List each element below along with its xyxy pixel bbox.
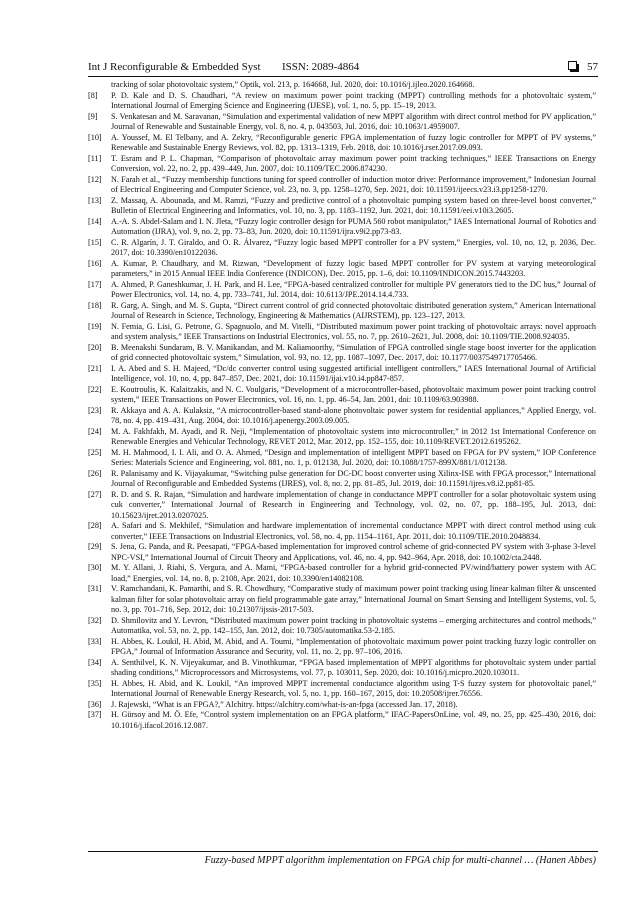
reference-number: [30] <box>88 563 102 572</box>
reference-text: A. Youssef, M. El Telbany, and A. Zekry, “Reconfigurable generic FPGA implementation of fuzzy logic controller for MPPT of PV systems,” Renewable and Sustainable Energy Reviews, vol. 82, pp. 1313–1319, Feb. 2018, doi: 10.1016/j.rser.2017.09.093. <box>111 132 596 152</box>
reference-text: M. H. Mahmood, I. I. Ali, and O. A. Ahmed, “Design and implementation of intelligent MPPT based on FPGA for PV system,” IOP Conference Series: Materials Science and Engineering, vol. 881, no. 1, p. 012138, Jul. 2020, doi: 10.1088/1757-899X/881/1/012138. <box>111 447 596 467</box>
reference-number: [12] <box>88 174 102 184</box>
reference-entry <box>88 112 596 133</box>
reference-text: S. Jena, G. Panda, and R. Peesapati, “FPGA-based implementation for improved control scheme of grid-connected PV system with 3-phase 3-level NPC-VSI,” International Journal of Circuit Theory and Applications, vol. 46, no. 4, pp. 942–964, Apr. 2018, doi: 10.1002/cta.2448. <box>111 542 596 562</box>
reference-number: [36] <box>88 699 102 709</box>
reference-entry <box>88 637 596 658</box>
reference-entry <box>88 542 596 563</box>
reference-text: A.-A. S. Abdel-Salam and I. N. Jleta, “Fuzzy logic controller design for PUMA 560 robot manipulator,” IAES International Journal of Robotics and Automation (IJRA), vol. 9, no. 2, pp. 73–83, Jun. 2020, doi: 10.11591/ijra.v9i2.pp73-83. <box>111 216 596 236</box>
reference-entry <box>88 710 596 731</box>
reference-entry <box>88 91 596 112</box>
reference-number: [16] <box>88 258 102 268</box>
reference-entry <box>88 196 596 217</box>
reference-text: Z. Massaq, A. Abounada, and M. Ramzi, “Fuzzy and predictive control of a photovoltaic pumping system based on three-level boost converter,” Bulletin of Electrical Engineering and Informatics, vol. 10, no. 3, pp. 1183–1192, Jun. 2021, doi: 10.11591/eei.v10i3.2605. <box>111 195 596 215</box>
reference-entry <box>88 80 596 91</box>
reference-entry <box>88 154 596 175</box>
reference-entry <box>88 658 596 679</box>
reference-number: [9] <box>88 111 98 121</box>
reference-text: tracking of solar photovoltaic system,” Optik, vol. 213, p. 164668, Jul. 2020, doi: 10.1016/j.ijleo.2020.164668. <box>111 80 475 89</box>
reference-entry <box>88 521 596 542</box>
running-header <box>88 60 598 74</box>
reference-number: [18] <box>88 300 102 310</box>
running-footer: Fuzzy-based MPPT algorithm implementation on FPGA chip for multi-channel … (Hanen Abbes) <box>204 855 596 866</box>
reference-number: [37] <box>88 710 102 719</box>
reference-entry <box>88 217 596 238</box>
reference-entry <box>88 448 596 469</box>
reference-text: M. Y. Allani, J. Riahi, S. Vergura, and A. Mami, “FPGA-based controller for a hybrid grid-connected PV/wind/battery power system with AC load,” Energies, vol. 14, no. 8, p. 2108, Apr. 2021, doi: 10.3390/en14082108. <box>111 563 596 583</box>
reference-text: R. Palanisamy and K. Vijayakumar, “Switching pulse generation for DC-DC boost converter using Xilinx-ISE with FPGA processor,” International Journal of Reconfigurable and Embedded Systems (IJRES), vol. 8, no. 2, pp. 81–85, Jul. 2019, doi: 10.11591/ijres.v8.i2.pp81-85. <box>111 468 596 488</box>
reference-number: [23] <box>88 405 102 415</box>
reference-number: [24] <box>88 426 102 436</box>
reference-entry <box>88 364 596 385</box>
reference-number: [8] <box>88 90 98 100</box>
reference-text: M. A. Fakhfakh, M. Ayadi, and R. Neji, “Implementation of photovoltaic system into microcontroller,” in 2012 1st International Conference on Renewable Energies and Vehicular Technology, REVET 2012, Mar. 2012, pp. 152–155, doi: 10.1109/REVET.2012.6195262. <box>111 426 596 446</box>
reference-text: H. Abbes, H. Abid, and K. Loukil, “An improved MPPT incremental conductance algorithm using T-S fuzzy system for photovoltaic panel,” International Journal of Renewable Energy Research, vol. 5, no. 1, pp. 160–167, 2015, doi: 10.20508/ijrer.76556. <box>111 678 596 698</box>
reference-number: [33] <box>88 636 102 646</box>
reference-text: T. Esram and P. L. Chapman, “Comparison of photovoltaic array maximum power point tracking techniques,” IEEE Transactions on Energy Conversion, vol. 22, no. 2, pp. 439–449, Jun. 2007, doi: 10.1109/TEC.2006.874230. <box>111 153 596 173</box>
reference-entry <box>88 133 596 154</box>
reference-entry <box>88 490 596 522</box>
reference-entry <box>88 259 596 280</box>
reference-number: [13] <box>88 195 102 205</box>
reference-entry <box>88 301 596 322</box>
reference-text: J. Rajewski, “What is an FPGA?,” Alchitry. https://alchitry.com/what-is-an-fpga (accessed Jan. 17, 2018). <box>111 699 458 709</box>
reference-number: [35] <box>88 678 102 688</box>
reference-text: C. R. Algarín, J. T. Giraldo, and O. R. Álvarez, “Fuzzy logic based MPPT controller for a PV system,” Energies, vol. 10, no. 12, p. 2036, Dec. 2017, doi: 10.3390/en10122036. <box>111 237 596 257</box>
reference-text: B. Meenakshi Sundaram, B. V. Manikandan, and M. Kaliamoorthy, “Simulation of FPGA controlled single stage boost inverter for the application of grid connected photovoltaic system,” Simulation, vol. 93, no. 12, pp. 1087–1097, Dec. 2017, doi: 10.1177/0037549717705466. <box>111 342 596 362</box>
issn: ISSN: 2089-4864 <box>282 61 360 73</box>
reference-entry <box>88 238 596 259</box>
reference-number: [21] <box>88 363 102 373</box>
reference-entry <box>88 700 596 711</box>
reference-entry <box>88 616 596 637</box>
reference-text: A. Senthilvel, K. N. Vijeyakumar, and B. Vinothkumar, “FPGA based implementation of MPPT algorithms for photovoltaic system under partial shading conditions,” Microprocessors and Microsystems, vol. 77, p. 103011, Sep. 2020, doi: 10.1016/j.micpro.2020.103011. <box>111 657 596 677</box>
header-rule <box>88 76 598 77</box>
reference-number: [28] <box>88 521 102 530</box>
reference-entry <box>88 427 596 448</box>
reference-entry <box>88 679 596 700</box>
reference-text: V. Ramchandani, K. Pamarthi, and S. R. Chowdhury, “Comparative study of maximum power point tracking using linear kalman filter & unscented kalman filter for solar photovoltaic array on field programmable gate array,” International Journal on Smart Sensing and Intelligent Systems, vol. 5, no. 3, pp. 701–716, Sep. 2012, doi: 10.21307/ijssis-2017-503. <box>111 584 596 614</box>
reference-entry <box>88 584 596 616</box>
reference-text: P. D. Kale and D. S. Chaudhari, “A review on maximum power point tracking (MPPT) controlling methods for a photovoltaic system,” International Journal of Emerging Science and Engineering (IJESE), vol. 1, no. 5, pp. 15–19, 2013. <box>111 90 596 110</box>
reference-text: R. D. and S. R. Rajan, “Simulation and hardware implementation of change in conductance MPPT controller for a solar photovoltaic system using cuk converter,” International Journal of Research in Engineering and Technology, vol. 02, no. 07, pp. 188–195, Jul. 2013, doi: 10.15623/ijret.2013.0207025. <box>111 489 596 520</box>
reference-number: [26] <box>88 468 102 478</box>
reference-number: [34] <box>88 657 102 667</box>
reference-entry <box>88 280 596 301</box>
reference-list <box>88 80 596 731</box>
reference-number: [20] <box>88 342 102 352</box>
reference-entry <box>88 175 596 196</box>
reference-text: R. Akkaya and A. A. Kulaksiz, “A microcontroller-based stand-alone photovoltaic power system for residential appliances,” Applied Energy, vol. 78, no. 4, pp. 419–431, Aug. 2004, doi: 10.1016/j.apenergy.2003.09.005. <box>111 405 596 425</box>
reference-text: A. Kumar, P. Chaudhary, and M. Rizwan, “Development of fuzzy logic based MPPT controller for PV system at varying meteorological parameters,” in 2015 Annual IEEE India Conference (INDICON), Dec. 2015, pp. 1–6, doi: 10.1109/INDICON.2015.7443203. <box>111 258 596 278</box>
reference-text: I. A. Abed and S. H. Majeed, “Dc/dc converter control using suggested artificial intelligent controllers,” IAES International Journal of Artificial Intelligence, vol. 10, no. 4, pp. 847–857, Dec. 2021, doi: 10.11591/ijai.v10.i4.pp847-857. <box>111 363 596 383</box>
reference-entry <box>88 343 596 364</box>
reference-number: [25] <box>88 447 102 457</box>
page-icon <box>568 61 577 70</box>
reference-entry <box>88 563 596 584</box>
reference-text: E. Koutroulis, K. Kalaitzakis, and N. C. Voulgaris, “Development of a microcontroller-based, photovoltaic maximum power point tracking control system,” IEEE Transactions on Power Electronics, vol. 16, no. 1, pp. 46–54, Jan. 2001, doi: 10.1109/63.903988. <box>111 384 596 404</box>
reference-number: [31] <box>88 584 102 593</box>
reference-text: A. Ahmed, P. Ganeshkumar, J. H. Park, and H. Lee, “FPGA-based centralized controller for multiple PV generators tied to the DC bus,” Journal of Power Electronics, vol. 14, no. 4, pp. 733–741, Jul. 2014, doi: 10.6113/JPE.2014.14.4.733. <box>111 279 596 299</box>
reference-entry <box>88 322 596 343</box>
footer-rule <box>88 851 598 852</box>
reference-text: R. Garg, A. Singh, and M. S. Gupta, “Direct current control of grid connected photovoltaic distributed generation system,” American International Journal of Research in Science, Technology, Engineering & Mathematics (AIJRSTEM), pp. 123–127, 2013. <box>111 300 596 320</box>
reference-text: A. Safari and S. Mekhilef, “Simulation and hardware implementation of incremental conductance MPPT with direct control method using cuk converter,” IEEE Transactions on Industrial Electronics, vol. 58, no. 4, pp. 1154–1161, Apr. 2011, doi: 10.1109/TIE.2010.2048834. <box>111 521 596 541</box>
reference-number: [22] <box>88 384 102 394</box>
reference-number: [11] <box>88 153 102 163</box>
page-number: 57 <box>587 61 598 73</box>
reference-text: N. Farah et al., “Fuzzy membership functions tuning for speed controller of induction motor drive: Performance improvement,” Indonesian Journal of Electrical Engineering and Computer Science, vol. 23, no. 3, pp. 1258–1270, Sep. 2021, doi: 10.11591/ijeecs.v23.i3.pp1258-1270. <box>111 174 596 194</box>
reference-text: D. Shmilovitz and Y. Levron, “Distributed maximum power point tracking in photovoltaic systems – emerging architectures and control methods,” Automatika, vol. 53, no. 2, pp. 142–155, Jan. 2012, doi: 10.7305/automatika.53-2.185. <box>111 615 596 635</box>
reference-entry <box>88 385 596 406</box>
reference-number: [14] <box>88 216 102 226</box>
reference-entry <box>88 469 596 490</box>
reference-entry <box>88 406 596 427</box>
reference-text: S. Venkatesan and M. Saravanan, “Simulation and experimental validation of new MPPT algorithm with direct control method for PV application,” Journal of Renewable and Sustainable Energy, vol. 8, no. 4, p. 043503, Jul. 2016, doi: 10.1063/1.4959007. <box>111 111 596 131</box>
reference-number: [10] <box>88 132 102 142</box>
reference-number: [32] <box>88 615 102 625</box>
reference-text: H. Abbes, K. Loukil, H. Abid, M. Abid, and A. Toumi, “Implementation of photovoltaic maximum power point tracking fuzzy logic controller on FPGA,” Journal of Information Assurance and Security, vol. 11, no. 2, pp. 97–106, 2016. <box>111 636 596 656</box>
reference-text: H. Gürsoy and M. Ö. Efe, “Control system implementation on an FPGA platform,” IFAC-PapersOnLine, vol. 49, no. 25, pp. 425–430, 2016, doi: 10.1016/j.ifacol.2016.12.087. <box>111 710 596 730</box>
reference-number: [19] <box>88 321 102 331</box>
reference-number: [17] <box>88 279 102 289</box>
reference-text: N. Femia, G. Lisi, G. Petrone, G. Spagnuolo, and M. Vitelli, “Distributed maximum power point tracking of photovoltaic arrays: novel approach and system analysis,” IEEE Transactions on Industrial Electronics, vol. 55, no. 7, pp. 2610–2621, Jul. 2008, doi: 10.1109/TIE.2008.924035. <box>111 321 596 341</box>
journal-name: Int J Reconfigurable & Embedded Syst <box>88 61 261 73</box>
reference-number: [29] <box>88 542 102 551</box>
reference-number: [27] <box>88 489 102 499</box>
reference-number: [15] <box>88 237 102 247</box>
